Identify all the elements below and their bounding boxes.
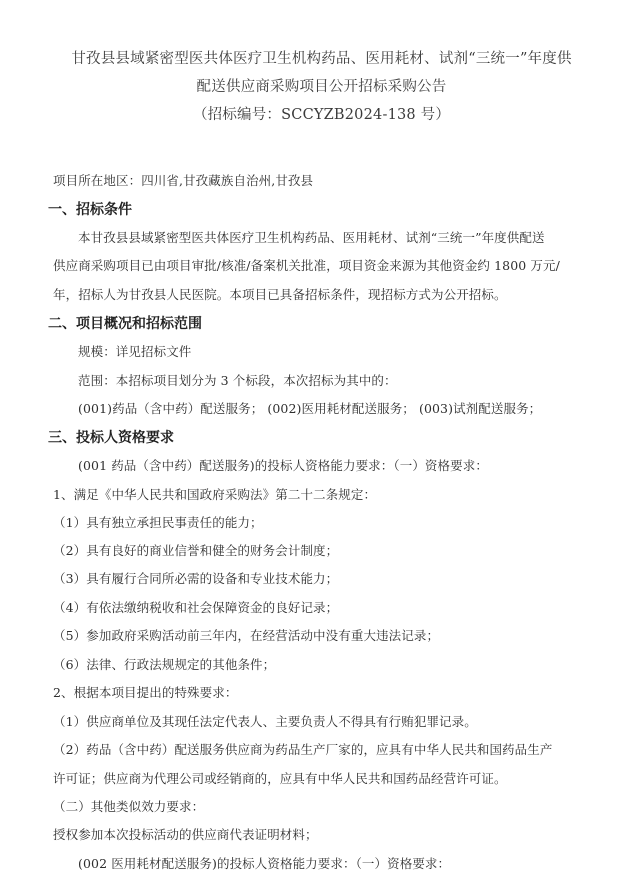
lots-text: (001)药品（含中药）配送服务； (002)医用耗材配送服务； (003)试剂配送服务； <box>78 401 542 416</box>
special-requirement-2-line2: 许可证；供应商为代理公司或经销商的，应具有中华人民共和国药品经营许可证。 <box>53 771 507 786</box>
project-location: 项目所在地区：四川省,甘孜藏族自治州,甘孜县 <box>53 173 314 188</box>
requirement-item-2: 2、根据本项目提出的特殊要求： <box>53 685 238 700</box>
sub-item: （4）有依法缴纳税收和社会保障资金的良好记录； <box>53 600 339 615</box>
scale-text: 规模：详见招标文件 <box>78 344 192 359</box>
section1-para-line2: 供应商采购项目已由项目审批/核准/备案机关批准，项目资金来源为其他资金约 1800 万元/ <box>53 258 560 273</box>
section3-heading: 三、投标人资格要求 <box>48 430 174 446</box>
requirement-item-1: 1、满足《中华人民共和国政府采购法》第二十二条规定： <box>53 487 377 502</box>
section1-para-line3: 年，招标人为甘孜县人民医院。本项目已具备招标条件，现招标方式为公开招标。 <box>53 287 507 302</box>
section2-heading: 二、项目概况和招标范围 <box>48 316 202 332</box>
scope-text: 范围：本招标项目划分为 3 个标段，本次招标为其中的： <box>78 373 397 388</box>
special-requirement-1: （1）供应商单位及其现任法定代表人、主要负责人不得具有行贿犯罪记录。 <box>53 714 477 729</box>
doc-title-line1: 甘孜县县域紧密型医共体医疗卫生机构药品、医用耗材、试剂“三统一”年度供 <box>71 51 572 67</box>
sub-item: （6）法律、行政法规规定的其他条件； <box>53 657 276 672</box>
doc-title-line2: 配送供应商采购项目公开招标采购公告 <box>196 79 447 95</box>
section1-heading: 一、招标条件 <box>48 202 132 218</box>
bid-number: （招标编号：SCCYZB2024-138 号） <box>192 107 451 123</box>
section1-para-line1: 本甘孜县县域紧密型医共体医疗卫生机构药品、医用耗材、试剂“三统一”年度供配送 <box>78 230 545 245</box>
authorization-text: 授权参加本次投标活动的供应商代表证明材料； <box>53 827 318 842</box>
sub-item: （5）参加政府采购活动前三年内，在经营活动中没有重大违法记录； <box>53 628 440 643</box>
lot1-requirements: (001 药品（含中药）配送服务)的投标人资格能力要求：（一）资格要求： <box>78 458 488 473</box>
sub-item: （1）具有独立承担民事责任的能力； <box>53 515 263 530</box>
lot2-requirements: (002 医用耗材配送服务)的投标人资格能力要求：（一）资格要求： <box>78 856 451 871</box>
sub-item: （2）具有良好的商业信誉和健全的财务会计制度； <box>53 543 339 558</box>
special-requirement-2-line1: （2）药品（含中药）配送服务供应商为药品生产厂家的，应具有中华人民共和国药品生产 <box>53 742 553 757</box>
sub-item: （3）具有履行合同所必需的设备和专业技术能力； <box>53 571 339 586</box>
other-requirements: （二）其他类似效力要求： <box>53 799 205 814</box>
